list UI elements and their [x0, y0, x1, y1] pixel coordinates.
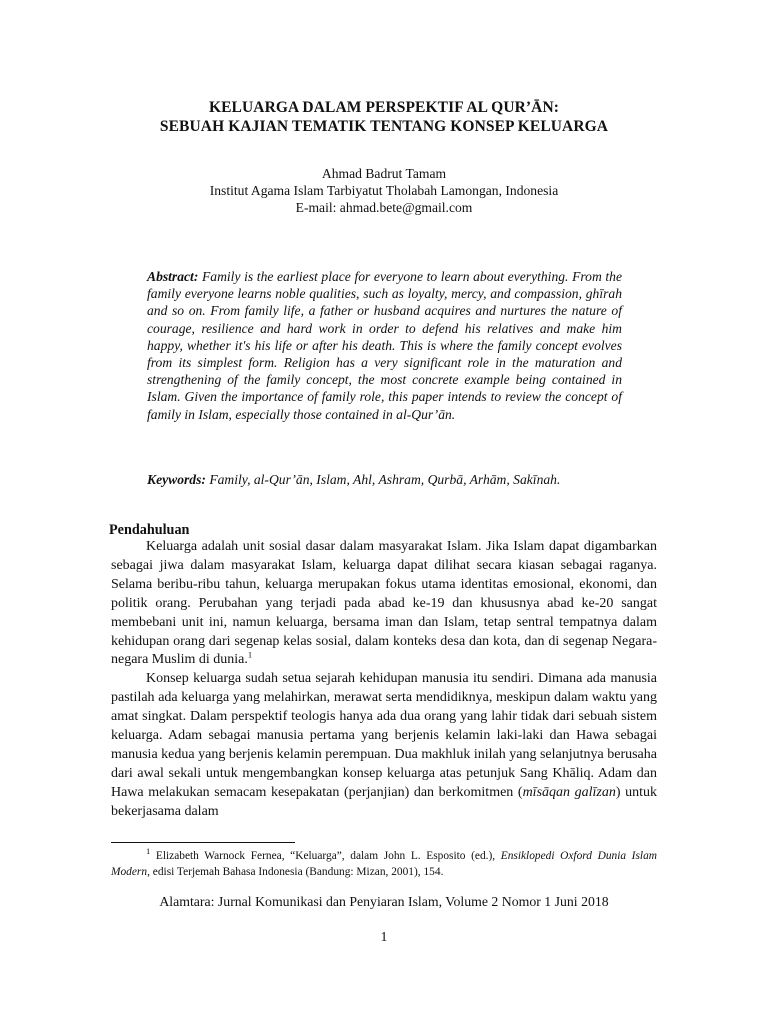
keywords-label: Keywords:: [147, 472, 206, 487]
paper-title: [60, 98, 708, 136]
footnote-divider: [111, 842, 295, 843]
author-block: [60, 165, 708, 216]
footnote-text: Elizabeth Warnock Fernea, “Keluarga”, dalam John L. Esposito (ed.),: [150, 850, 501, 862]
footnote-text-end: , edisi Terjemah Bahasa Indonesia (Bandung: Mizan, 2001), 154.: [147, 866, 444, 879]
abstract: [147, 268, 622, 423]
paragraph-2-italic-term: mīsāqan galīzan: [522, 784, 616, 800]
paragraph-2-text: Konsep keluarga sudah setua sejarah kehidupan manusia itu sendiri. Dimana ada manusia pastilah ada keluarga yang melahirkan, merawat serta mendidiknya, meskipun dalam waktu yang amat singkat. Dalam perspektif teologis hanya ada dua orang yang lahir tidak dari sebuah sistem keluarga. Adam sebagai manusia pertama yang berjenis kelamin laki-laki dan Hawa sebagai manusia kedua yang berjenis kelamin perempuan. Dua makhluk inilah yang selanjutnya berusaha dari awal sekali untuk mengembangkan konsep keluarga atas petunjuk Sang Khāliq. Adam dan Hawa melakukan semacam kesepakatan (perjanjian) dan berkomitmen (: [111, 671, 657, 800]
footnote-mark: 1: [146, 846, 151, 857]
keywords: [147, 471, 622, 488]
footnote-1: [111, 848, 657, 881]
keywords-text: Family, al-Qur’ān, Islam, Ahl, Ashram, Qurbā, Arhām, Sakīnah.: [209, 472, 561, 487]
page-number: 1: [380, 929, 388, 944]
paragraph-2-text-end: ) untuk bekerjasama dalam: [111, 784, 657, 819]
abstract-text: Family is the earliest place for everyone to learn about everything. From the family everyone learns noble qualities, such as loyalty, mercy, and compassion, ghīrah and so on. From family life, a father or husband acquires and nurtures the nature of courage, resilience and hard work in order to defend his relatives and make him happy, whether it's his life or after his death. This is where the family concept evolves from its simplest form. Religion has a very significant role in the maturation and strengthening of the family concept, the most concrete example being contained in Islam. Given the importance of family role, this paper intends to review the concept of family in Islam, especially those contained in al-Qur’ān.: [147, 269, 622, 422]
journal-footer: Alamtara: Jurnal Komunikasi dan Penyiaran Islam, Volume 2 Nomor 1 Juni 2018: [159, 894, 609, 909]
author-name: Ahmad Badrut Tamam: [321, 166, 447, 181]
footnote-reference[interactable]: 1: [247, 649, 253, 660]
abstract-label: Abstract:: [147, 269, 199, 284]
paragraph-1: [111, 538, 657, 670]
paper-title-line-2: SEBUAH KAJIAN TEMATIK TENTANG KONSEP KELUARGA: [159, 118, 609, 135]
paper-title-line-1: KELUARGA DALAM PERSPEKTIF AL QUR’ĀN:: [208, 99, 560, 116]
author-email: E-mail: ahmad.bete@gmail.com: [295, 200, 473, 215]
paragraph-2: [111, 670, 657, 821]
section-body: [111, 538, 657, 822]
footnote: [111, 848, 657, 881]
author-affiliation: Institut Agama Islam Tarbiyatut Tholabah Lamongan, Indonesia: [209, 183, 559, 198]
paragraph-1-text: Keluarga adalah unit sosial dasar dalam masyarakat Islam. Jika Islam dapat digambarkan sebagai jiwa dalam masyarakat Islam, keluarga dapat dilihat secara kiasan sebagai raganya. Selama beribu-ribu tahun, keluarga merupakan fokus utama identitas emosional, ekonomi, dan politik orang. Perubahan yang terjadi pada abad ke-19 dan khususnya abad ke-20 sangat membebani unit ini, namun keluarga, bersama iman dan Islam, tetap sentral tempatnya dalam kehidupan orang dari segenap kelas sosial, dalam konteks desa dan kota, dan di segenap Negara-negara Muslim di dunia.: [111, 539, 657, 668]
section-heading: Pendahuluan: [109, 522, 190, 538]
footnote-book-title: Ensiklopedi Oxford Dunia Islam Modern: [111, 850, 657, 879]
